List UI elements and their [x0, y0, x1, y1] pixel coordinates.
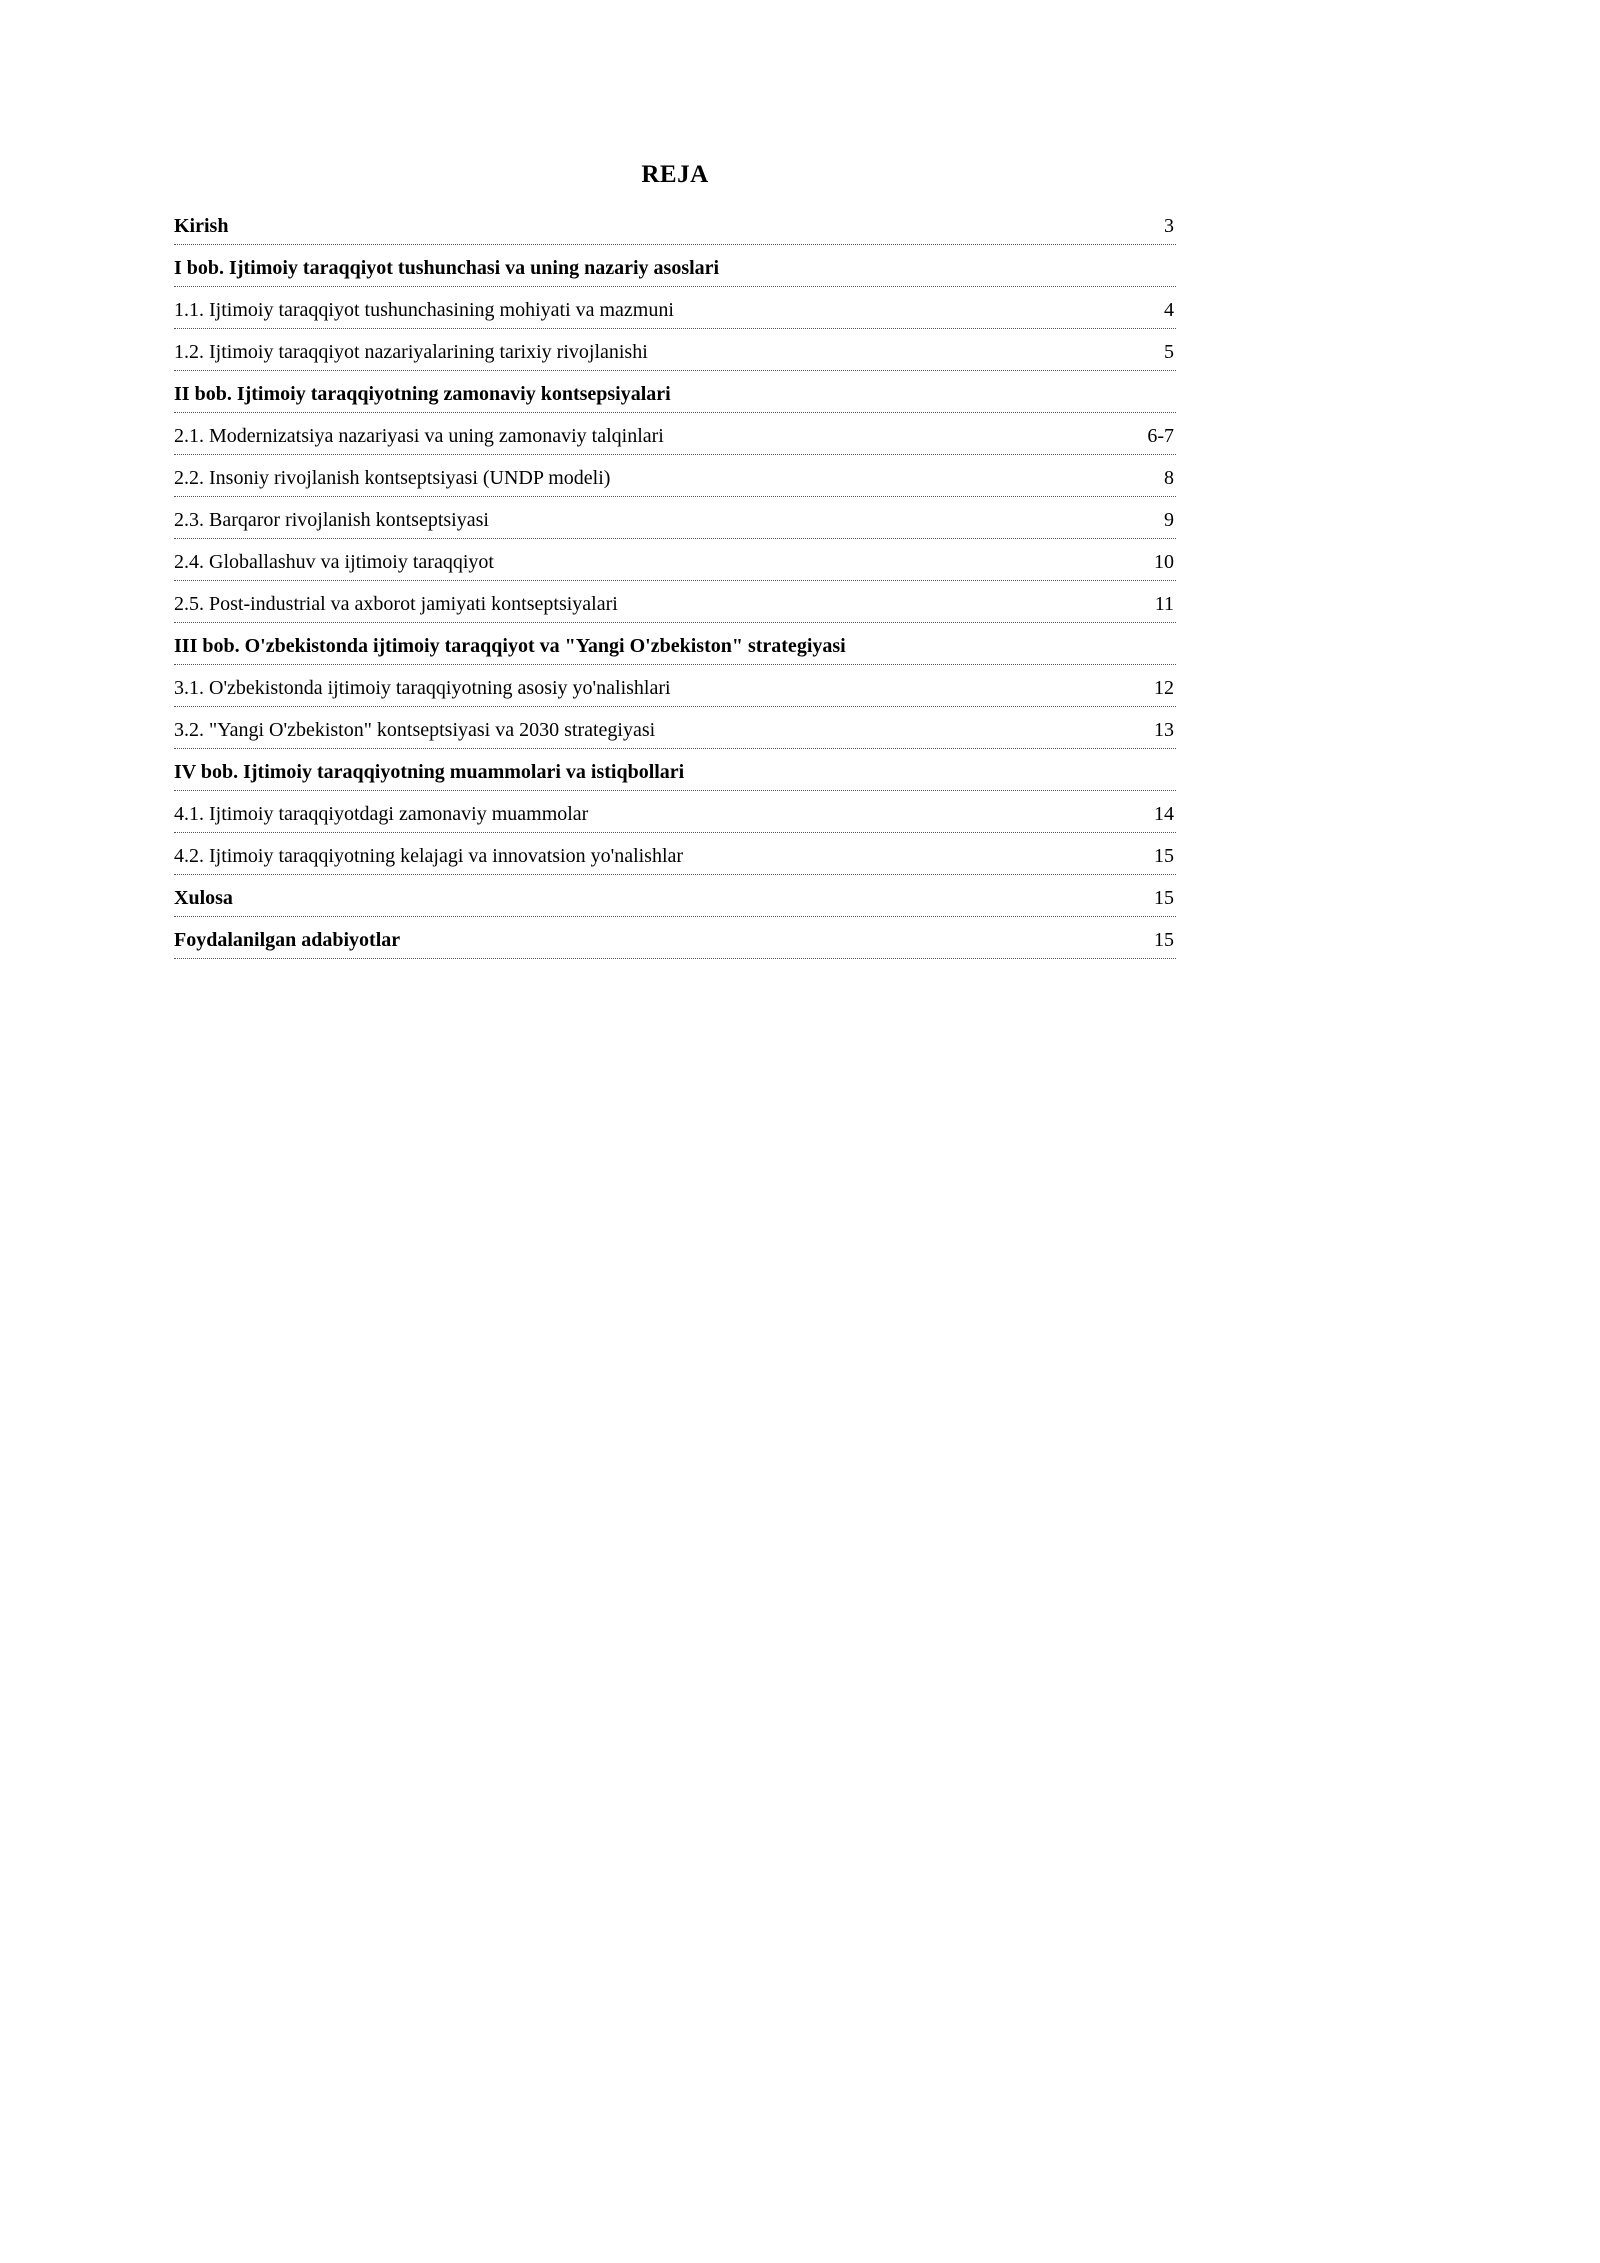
toc-row — [174, 498, 1176, 539]
toc-page-number: 11 — [1154, 592, 1174, 615]
toc-entry-text: 2.1. Modernizatsiya nazariyasi va uning zamonaviy talqinlari — [174, 424, 664, 447]
table-of-contents — [174, 204, 1176, 960]
toc-page-number: 13 — [1154, 718, 1174, 741]
toc-entry-text: Xulosa — [174, 886, 233, 909]
toc-row — [174, 372, 1176, 413]
toc-entry-text: IV bob. Ijtimoiy taraqqiyotning muammolari va istiqbollari — [174, 760, 685, 783]
toc-row — [174, 834, 1176, 875]
toc-page-number: 15 — [1154, 928, 1174, 951]
toc-page-number: 9 — [1164, 508, 1174, 531]
toc-entry-text: 1.1. Ijtimoiy taraqqiyot tushunchasining mohiyati va mazmuni — [174, 298, 674, 321]
toc-page-number: 6-7 — [1147, 424, 1174, 447]
toc-entry-text: I bob. Ijtimoiy taraqqiyot tushunchasi va uning nazariy asoslari — [174, 256, 720, 279]
toc-entry-text: 3.1. O'zbekistonda ijtimoiy taraqqiyotning asosiy yo'nalishlari — [174, 676, 671, 699]
toc-entry-text: 4.1. Ijtimoiy taraqqiyotdagi zamonaviy muammolar — [174, 802, 589, 825]
toc-entry-text: 4.2. Ijtimoiy taraqqiyotning kelajagi va innovatsion yo'nalishlar — [174, 844, 684, 867]
toc-row — [174, 288, 1176, 329]
toc-row — [174, 582, 1176, 623]
toc-entry-text: 2.5. Post-industrial va axborot jamiyati kontseptsiyalari — [174, 592, 618, 615]
toc-page-number: 5 — [1164, 340, 1174, 363]
toc-page-number: 10 — [1154, 550, 1174, 573]
toc-row — [174, 246, 1176, 287]
toc-entry-text: II bob. Ijtimoiy taraqqiyotning zamonaviy kontsepsiyalari — [174, 382, 671, 405]
page-title: REJA — [641, 161, 709, 188]
toc-page-number: 15 — [1154, 886, 1174, 909]
toc-row — [174, 330, 1176, 371]
toc-row — [174, 918, 1176, 959]
toc-page-number: 3 — [1164, 214, 1174, 237]
toc-entry-text: 2.3. Barqaror rivojlanish kontseptsiyasi — [174, 508, 489, 531]
toc-row — [174, 708, 1176, 749]
toc-entry-text: 2.4. Globallashuv va ijtimoiy taraqqiyot — [174, 550, 494, 573]
toc-page-number: 14 — [1154, 802, 1174, 825]
toc-entry-text: 2.2. Insoniy rivojlanish kontseptsiyasi (UNDP modeli) — [174, 466, 611, 489]
toc-entry-text: 1.2. Ijtimoiy taraqqiyot nazariyalarining tarixiy rivojlanishi — [174, 340, 648, 363]
toc-page-number: 15 — [1154, 844, 1174, 867]
toc-row — [174, 792, 1176, 833]
toc-row — [174, 540, 1176, 581]
toc-row — [174, 750, 1176, 791]
toc-page-number: 12 — [1154, 676, 1174, 699]
toc-entry-text: Kirish — [174, 214, 229, 237]
toc-entry-text: Foydalanilgan adabiyotlar — [174, 928, 401, 951]
toc-row — [174, 666, 1176, 707]
toc-entry-text: III bob. O'zbekistonda ijtimoiy taraqqiyot va "Yangi O'zbekiston" strategiyasi — [174, 634, 846, 657]
toc-row — [174, 876, 1176, 917]
toc-row — [174, 414, 1176, 455]
toc-row — [174, 204, 1176, 245]
toc-entry-text: 3.2. "Yangi O'zbekiston" kontseptsiyasi va 2030 strategiyasi — [174, 718, 656, 741]
toc-row — [174, 624, 1176, 665]
toc-page-number: 4 — [1164, 298, 1174, 321]
toc-row — [174, 456, 1176, 497]
toc-page-number: 8 — [1164, 466, 1174, 489]
